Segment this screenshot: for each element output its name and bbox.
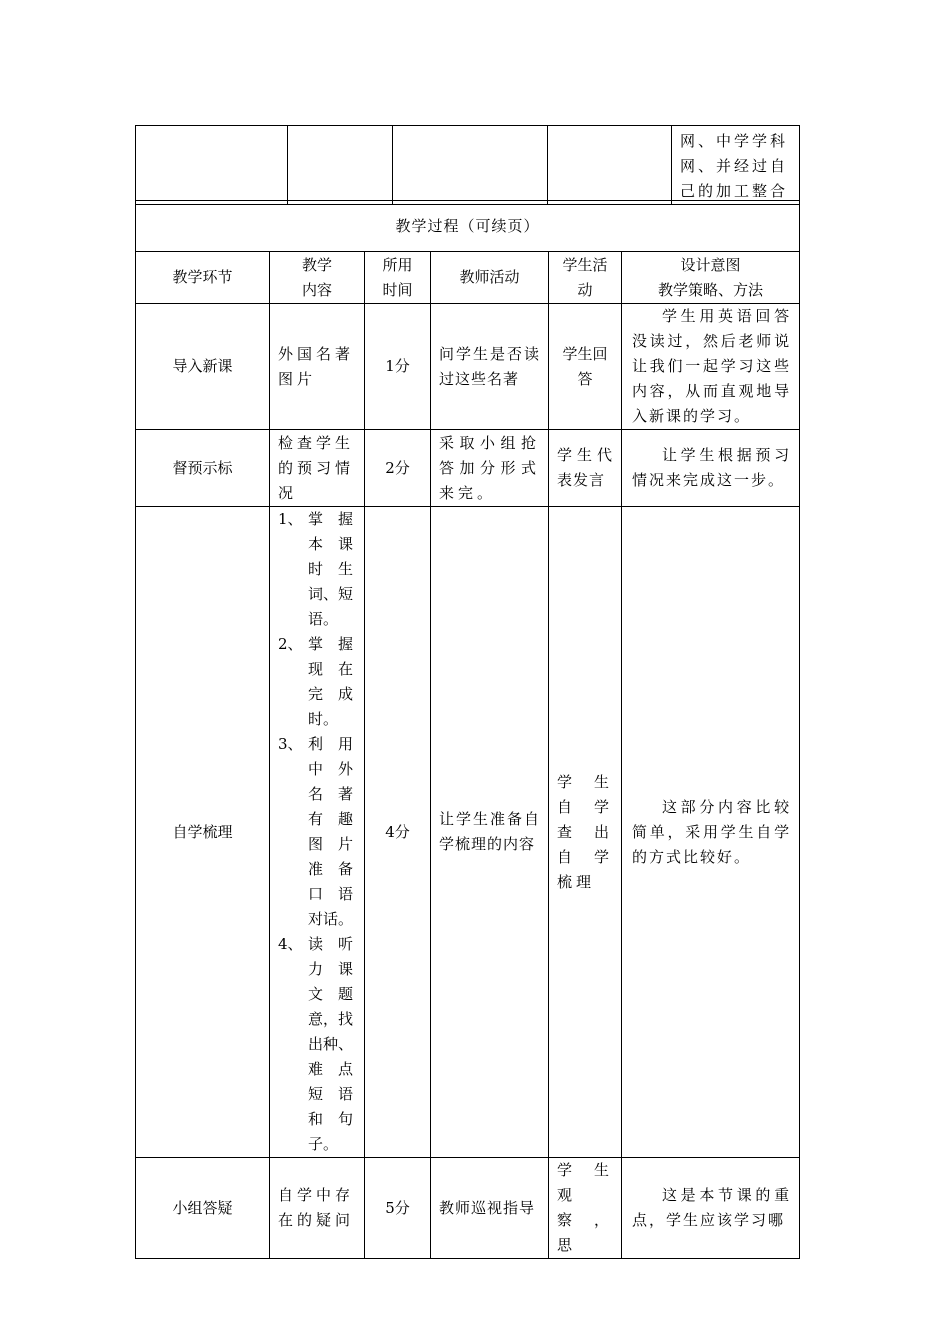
list-text-line: 读听 — [308, 935, 353, 953]
header-teacher: 教师活动 — [431, 252, 549, 304]
header-student — [549, 252, 622, 304]
list-text-line: 出种、 — [308, 1035, 354, 1053]
list-text-line: 时。 — [308, 710, 339, 728]
empty-cell — [548, 126, 672, 205]
content-cell: 外国名著图片 — [270, 304, 365, 430]
intent-cell: 这是本节课的重点，学生应该学习哪 — [622, 1158, 800, 1259]
list-text-line: 名著 — [308, 785, 353, 803]
teacher-cell: 问学生是否读过这些名著 — [431, 304, 549, 430]
continued-table-fragment — [135, 125, 800, 205]
table-row — [136, 1158, 800, 1259]
list-number: 2、 — [278, 635, 303, 653]
intent-cell: 让学生根据预习情况来完成这一步。 — [622, 430, 800, 507]
student-cell: 学生代表发言 — [549, 430, 622, 507]
content-list-cell — [270, 507, 365, 1158]
student-cell: 学生自学查出自学梳理 — [549, 507, 622, 1158]
stage-cell: 导入新课 — [136, 304, 270, 430]
student-cell: 学生观察，思 — [549, 1158, 622, 1259]
header-content-line: 内容 — [301, 280, 332, 299]
list-text-line: 词、短 — [308, 585, 354, 603]
list-item — [278, 732, 356, 932]
teacher-cell: 教师巡视指导 — [431, 1158, 549, 1259]
list-item — [278, 932, 356, 1157]
continued-text-line: 网、并经过自 — [680, 157, 789, 175]
content-cell: 自学中存在的疑问 — [270, 1158, 365, 1259]
list-text-line: 短语 — [308, 1085, 353, 1103]
list-text-line: 口语 — [308, 885, 353, 903]
time-cell: 5分 — [365, 1158, 431, 1259]
header-intent — [622, 252, 800, 304]
list-item — [278, 632, 356, 732]
list-text-line: 难点 — [308, 1060, 353, 1078]
header-intent-line: 教学策略、方法 — [658, 280, 764, 299]
table-row — [136, 430, 800, 507]
list-text-line: 和句 — [308, 1110, 353, 1128]
list-number: 4、 — [278, 935, 303, 953]
list-text-line: 利用 — [308, 735, 353, 753]
header-time-line: 所用 — [382, 255, 413, 274]
stage-cell: 督预示标 — [136, 430, 270, 507]
list-text-line: 准备 — [308, 860, 353, 878]
continued-text-cell — [672, 126, 800, 205]
table-row — [136, 304, 800, 430]
header-time — [365, 252, 431, 304]
list-text-line: 图片 — [308, 835, 353, 853]
list-text-line: 本课 — [308, 535, 353, 553]
list-text-line: 时生 — [308, 560, 353, 578]
header-intent-line: 设计意图 — [680, 255, 741, 274]
empty-cell — [393, 126, 548, 205]
list-text-line: 对话。 — [308, 910, 354, 928]
list-item — [278, 507, 356, 632]
list-text-line: 掌握 — [308, 635, 353, 653]
list-text-line: 意，找 — [308, 1010, 354, 1028]
empty-cell — [136, 126, 288, 205]
stage-cell: 小组答疑 — [136, 1158, 270, 1259]
table-row — [136, 507, 800, 1158]
list-text-line: 现在 — [308, 660, 353, 678]
list-number: 1、 — [278, 510, 303, 528]
continued-text-line: 网、中学学科 — [680, 132, 789, 150]
continued-text-line: 己的加工整合 — [680, 182, 789, 200]
list-text-line: 掌握 — [308, 510, 353, 528]
header-content — [270, 252, 365, 304]
time-cell: 2分 — [365, 430, 431, 507]
header-time-line: 时间 — [382, 280, 413, 299]
header-row — [136, 252, 800, 304]
teacher-cell: 采取小组抢答加分形式来完。 — [431, 430, 549, 507]
header-student-line: 学生活 — [562, 255, 608, 274]
list-text-line: 文题 — [308, 985, 353, 1003]
list-text-line: 语。 — [308, 610, 339, 628]
time-cell: 4分 — [365, 507, 431, 1158]
header-student-line: 动 — [577, 280, 593, 299]
student-cell: 学生回答 — [549, 304, 622, 430]
table-title: 教学过程（可续页） — [136, 201, 800, 252]
content-cell: 检查学生的预习情况 — [270, 430, 365, 507]
header-content-line: 教学 — [301, 255, 332, 274]
intent-cell: 这部分内容比较简单，采用学生自学的方式比较好。 — [622, 507, 800, 1158]
list-text-line: 完成 — [308, 685, 353, 703]
intent-cell: 学生用英语回答没读过，然后老师说让我们一起学习这些内容，从而直观地导入新课的学习。 — [622, 304, 800, 430]
teaching-process-table — [135, 200, 800, 1259]
list-text-line: 中外 — [308, 760, 353, 778]
empty-cell — [288, 126, 393, 205]
header-stage: 教学环节 — [136, 252, 270, 304]
list-text-line: 有趣 — [308, 810, 353, 828]
list-number: 3、 — [278, 735, 303, 753]
teacher-cell: 让学生准备自学梳理的内容 — [431, 507, 549, 1158]
list-text-line: 子。 — [308, 1135, 339, 1153]
stage-cell: 自学梳理 — [136, 507, 270, 1158]
list-text-line: 力课 — [308, 960, 353, 978]
time-cell: 1分 — [365, 304, 431, 430]
